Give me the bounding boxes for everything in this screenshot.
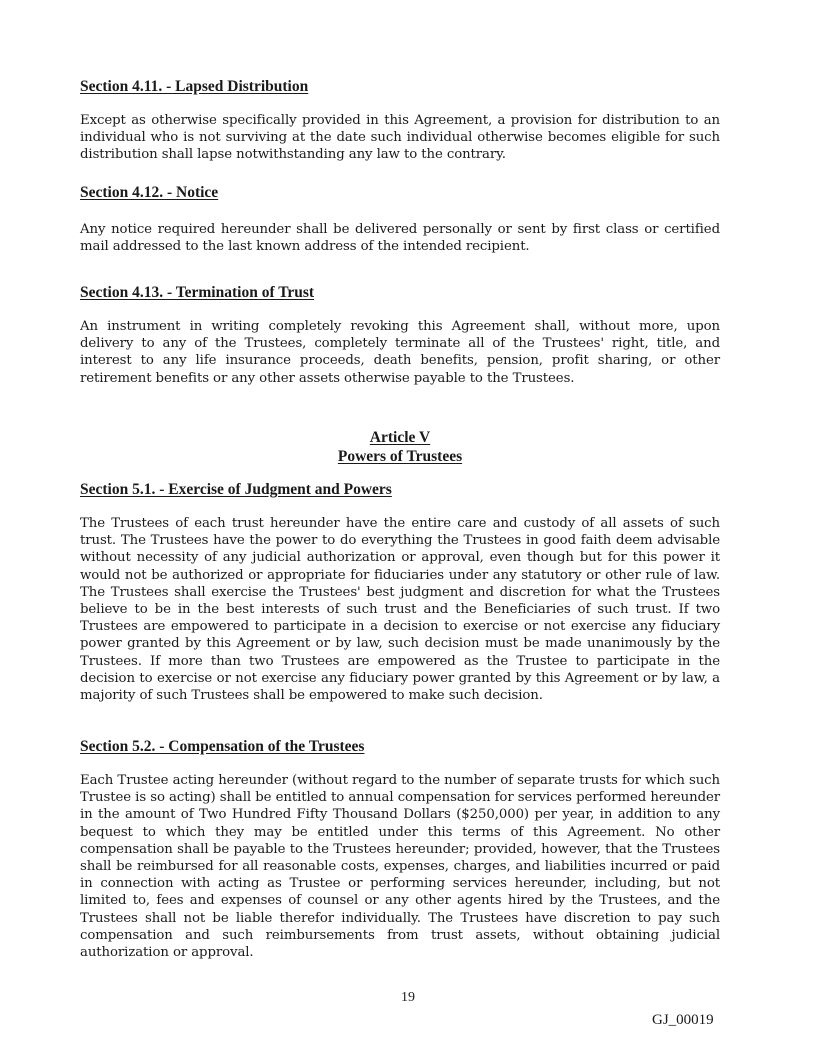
section-5-2-heading: Section 5.2. - Compensation of the Trustees xyxy=(80,738,365,755)
section-5-1-body: The Trustees of each trust hereunder have the entire care and custody of all assets of such trust. The Trustees have the power to do everything the Trustees in good faith deem advisable without necessity of any judicial authorization or approval, even though but for this power it would not be authorized or appropriate for fiduciaries under any statutory or other rule of law. The Trustees shall exercise the Trustees' best judgment and discretion for what the Trustees believe to be in the best interests of such trust and the Beneficiaries of such trust. If two Trustees are empowered to participate in a decision to exercise or not exercise any fiduciary power granted by this Agreement or by law, such decision must be made unanimously by the Trustees. If more than two Trustees are empowered as the Trustee to participate in the decision to exercise or not exercise any fiduciary power granted by this Agreement or by law, a majority of such Trustees shall be empowered to make such decision. xyxy=(80,516,720,704)
article-number: Article V xyxy=(369,429,431,446)
page-number: 19 xyxy=(401,990,415,1005)
article-title: Powers of Trustees xyxy=(337,448,463,465)
section-5-2-body: Each Trustee acting hereunder (without regard to the number of separate trusts for which such Trustee is so acting) shall be entitled to annual compensation for services performed hereunder in the amount of Two Hundred Fifty Thousand Dollars ($250,000) per year, in addition to any bequest to which they may be entitled under this terms of this Agreement. No other compensation shall be payable to the Trustees hereunder; provided, however, that the Trustees shall be reimbursed for all reasonable costs, expenses, charges, and liabilities incurred or paid in connection with acting as Trustee or performing services hereunder, including, but not limited to, fees and expenses of counsel or any other agents hired by the Trustees, and the Trustees shall not be liable therefor individually. The Trustees have discretion to pay such compensation and such reimbursements from trust assets, without obtaining judicial authorization or approval. xyxy=(80,773,720,961)
section-5-1-heading: Section 5.1. - Exercise of Judgment and Powers xyxy=(80,481,392,498)
section-4-12-heading: Section 4.12. - Notice xyxy=(80,184,219,201)
section-4-11-heading: Section 4.11. - Lapsed Distribution xyxy=(80,78,309,95)
article-heading xyxy=(80,428,720,466)
section-4-12-body: Any notice required hereunder shall be delivered personally or sent by first class or certified mail addressed to the last known address of the intended recipient. xyxy=(80,222,720,255)
section-4-13-heading: Section 4.13. - Termination of Trust xyxy=(80,284,315,301)
section-4-13-body: An instrument in writing completely revoking this Agreement shall, without more, upon delivery to any of the Trustees, completely terminate all of the Trustees' right, title, and interest to any life insurance proceeds, death benefits, pension, profit sharing, or other retirement benefits or any other assets otherwise payable to the Trustees. xyxy=(80,319,720,386)
bates-number: GJ_00019 xyxy=(652,1012,714,1028)
section-4-11-body: Except as otherwise specifically provided in this Agreement, a provision for distribution to an individual who is not surviving at the date such individual otherwise becomes eligible for such distribution shall lapse notwithstanding any law to the contrary. xyxy=(80,113,720,163)
